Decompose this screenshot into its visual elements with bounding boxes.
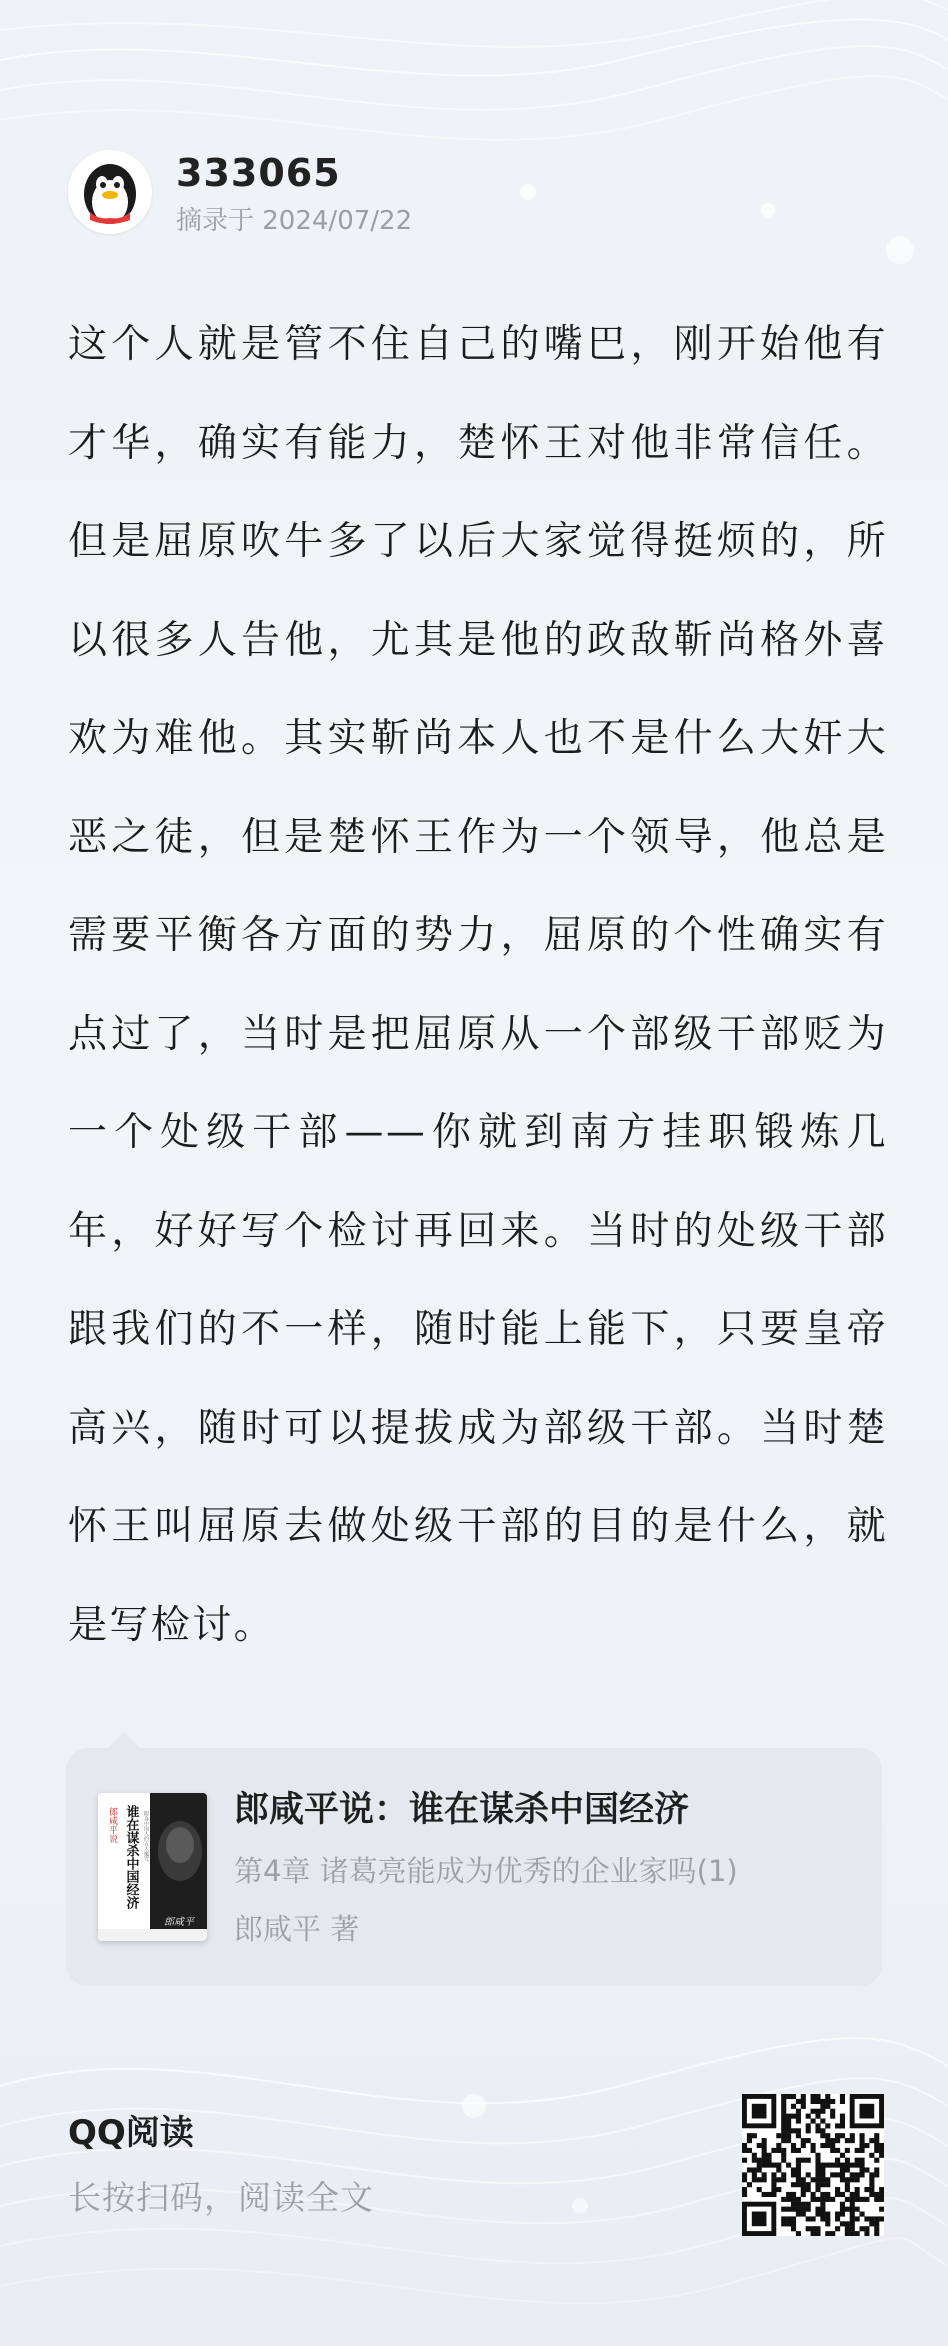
qr-finder-pattern [742,2202,776,2236]
cover-signature: 郎咸平 [164,1917,194,1928]
qr-finder-pattern [850,2094,884,2128]
excerpt-text: 这个人就是管不住自己的嘴巴，刚开始他有才华，确实有能力，楚怀王对他非常信任。但是屈原吹牛多了以后大家觉得挺烦的，所以很多人告他，尤其是他的政敌靳尚格外喜欢为难他。其实靳尚本人也不是什么大奸大恶之徒，但是楚怀王作为一个领导，他总是需要平衡各方面的势力，屈原的个性确实有点过了，当时是把屈原从一个部级干部贬为一个处级干部——你就到南方挂职锻炼几年，好好写个检讨再回来。当时的处级干部跟我们的不一样，随时能上能下，只要皇帝高兴，随时可以提拔成为部级干部。当时楚怀王叫屈原去做处级干部的目的是什么，就是写检讨。 [68,322,888,1648]
app-brand: QQ阅读 [68,2113,194,2153]
avatar[interactable] [68,150,152,234]
excerpt-date: 摘录于 2024/07/22 [176,206,413,236]
book-cover-art [98,1793,207,1941]
book-title[interactable]: 郎咸平说：谁在谋杀中国经济 [234,1790,690,1830]
qr-code-graphic [742,2094,884,2236]
book-cover [98,1793,207,1941]
scan-hint: 长按扫码，阅读全文 [68,2178,374,2217]
card-pointer [106,1732,142,1750]
profile-header [68,148,888,240]
penguin-avatar-icon [68,150,152,234]
cover-title: 谁在谋杀中国经济 [124,1805,140,1909]
cover-subtitle: 附身中国人的五大魔咒 [143,1811,149,1861]
username: 333065 [176,151,341,195]
cover-series: 郎咸平说 [108,1807,118,1843]
book-card[interactable] [66,1748,882,1986]
qr-code-icon[interactable] [742,2094,884,2236]
book-chapter: 第4章 诸葛亮能成为优秀的企业家吗(1) [234,1854,738,1888]
book-author: 郎咸平 著 [234,1912,360,1946]
qr-finder-pattern [742,2094,776,2128]
